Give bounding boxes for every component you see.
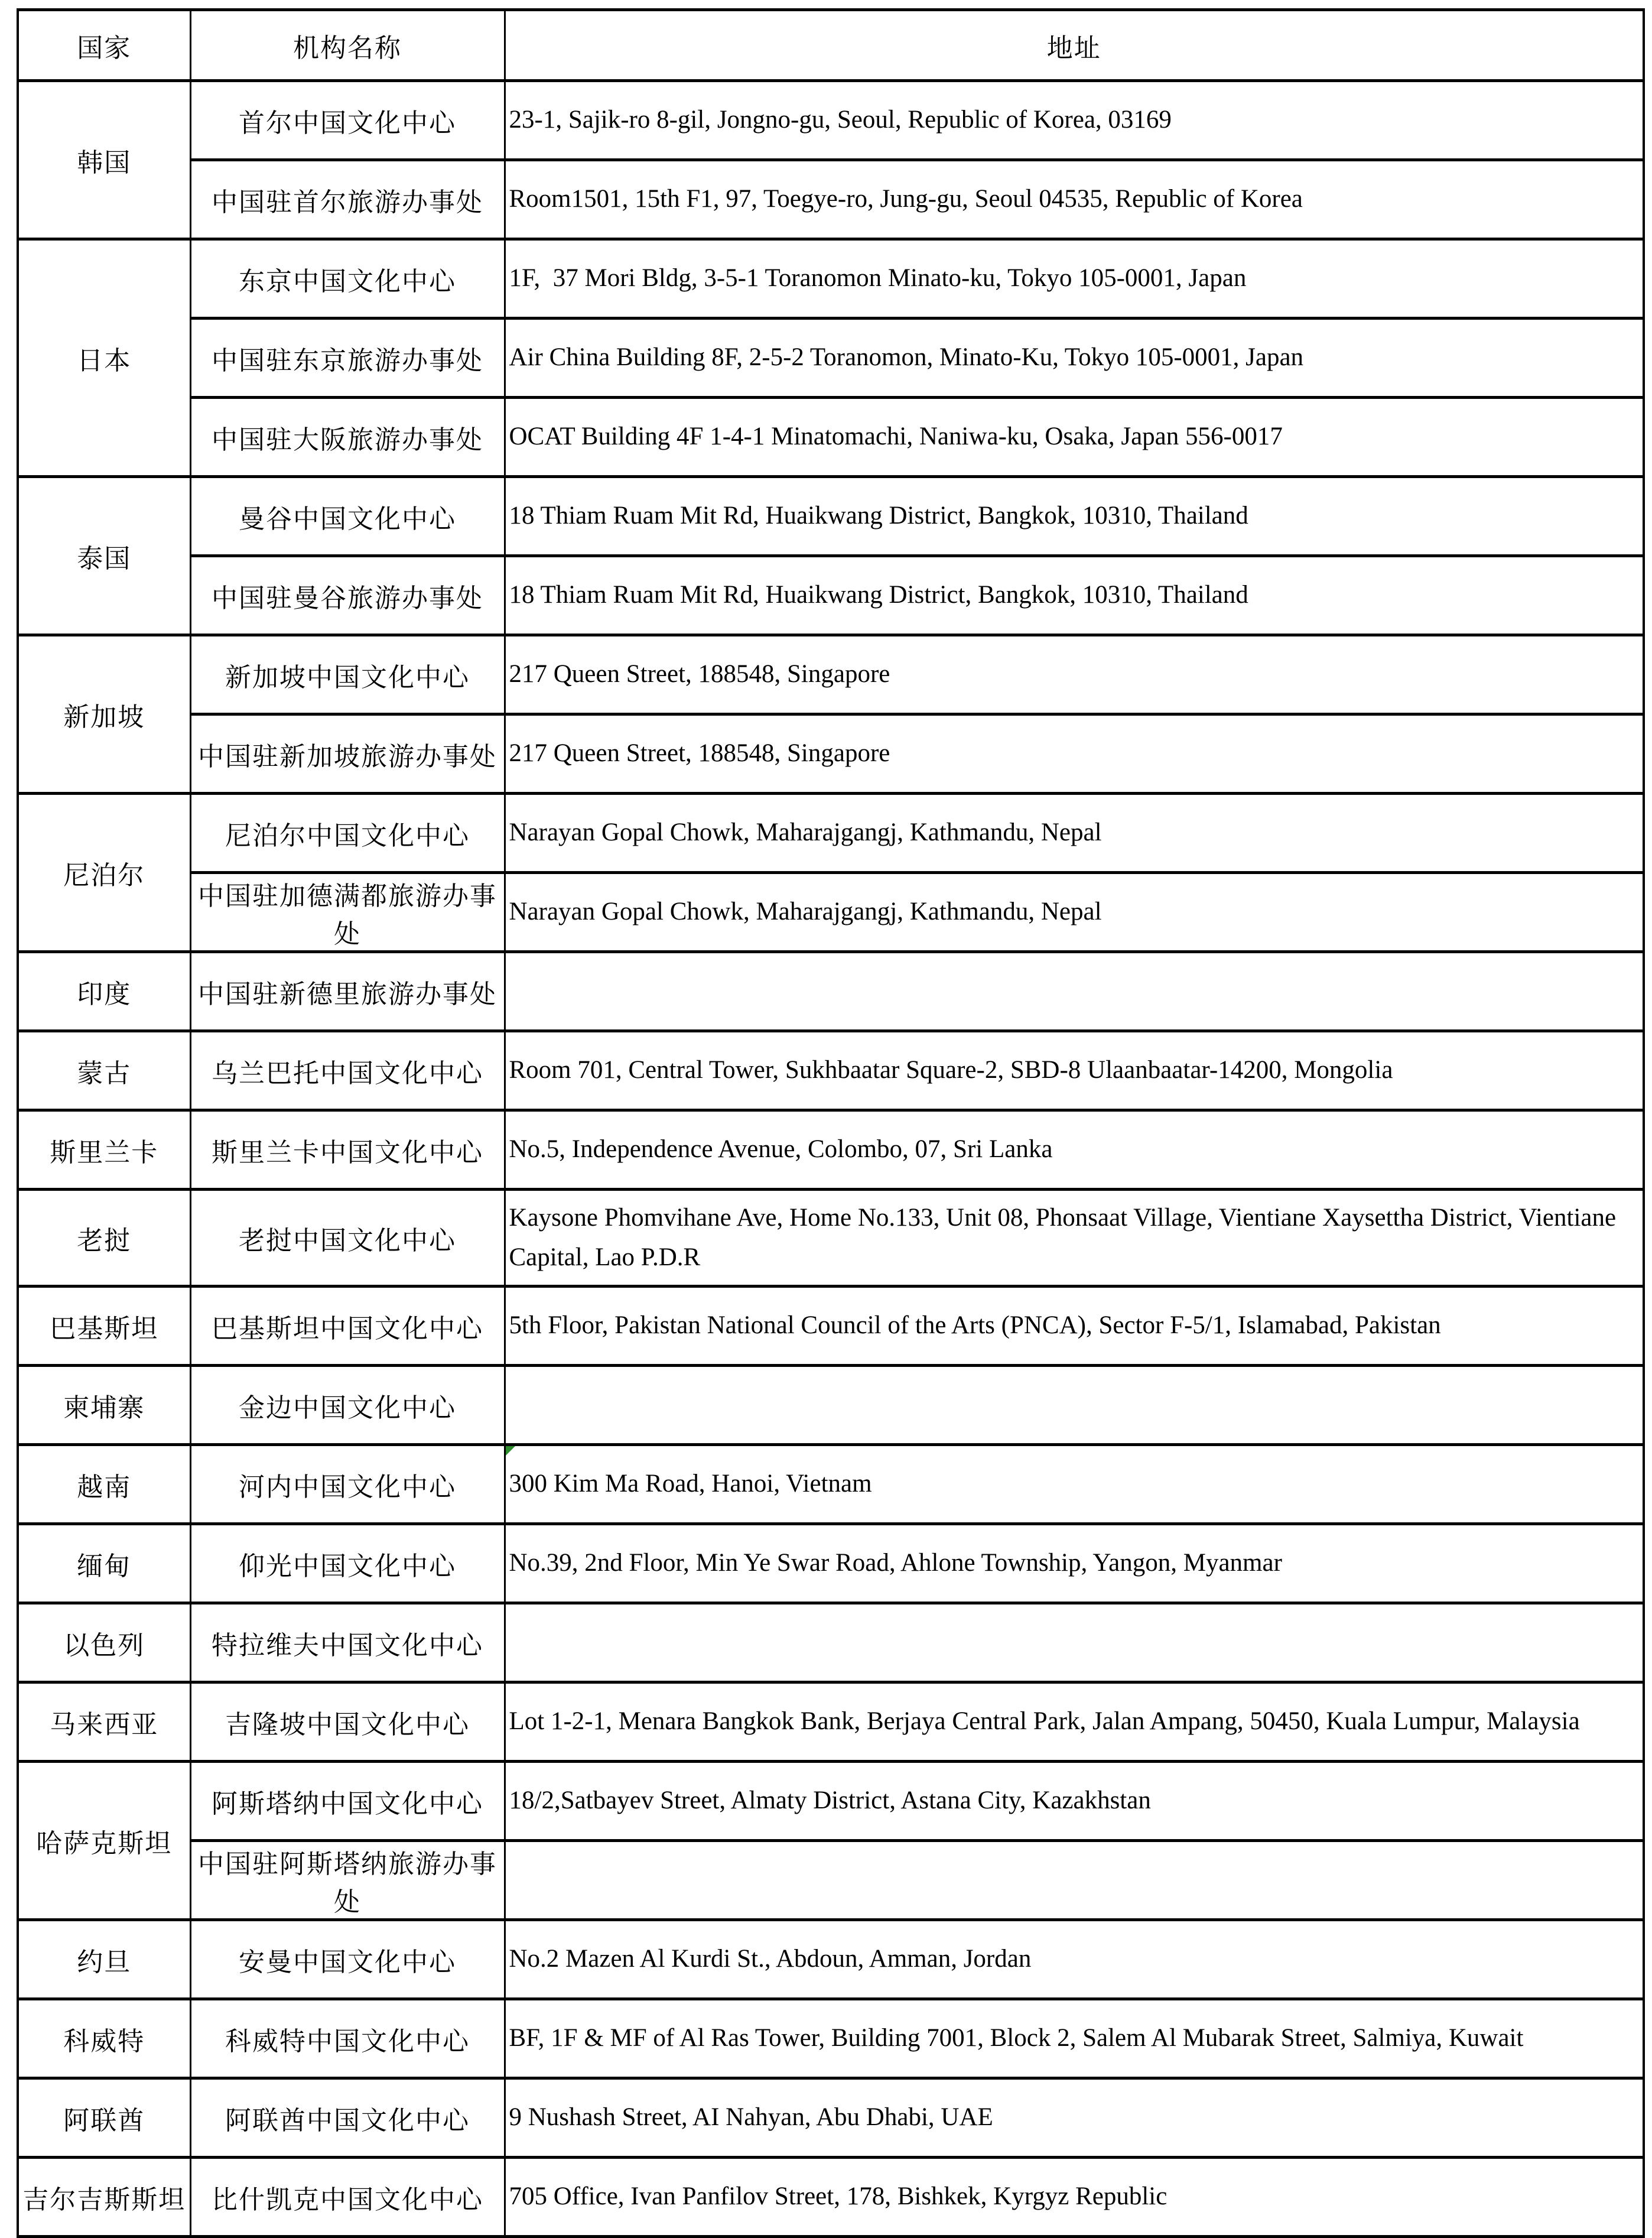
institution-cell: 科威特中国文化中心 — [190, 1999, 505, 2078]
table-row — [18, 794, 1644, 873]
institution-cell: 安曼中国文化中心 — [190, 1920, 505, 1999]
table-row — [18, 1031, 1644, 1110]
country-cell: 蒙古 — [18, 1031, 190, 1110]
overseas-institutions-table — [17, 8, 1645, 2238]
institution-cell: 中国驻新德里旅游办事处 — [190, 952, 505, 1031]
address-cell — [505, 1445, 1644, 1524]
address-cell: Lot 1-2-1, Menara Bangkok Bank, Berjaya Central Park, Jalan Ampang, 50450, Kuala Lumpur, Malaysia — [505, 1682, 1644, 1762]
institution-cell: 新加坡中国文化中心 — [190, 635, 505, 714]
table-row — [18, 952, 1644, 1031]
address-cell: Narayan Gopal Chowk, Maharajgangj, Kathmandu, Nepal — [505, 794, 1644, 873]
institution-cell: 金边中国文化中心 — [190, 1366, 505, 1445]
address-cell: 217 Queen Street, 188548, Singapore — [505, 635, 1644, 714]
address-cell: Room 701, Central Tower, Sukhbaatar Square-2, SBD-8 Ulaanbaatar-14200, Mongolia — [505, 1031, 1644, 1110]
address-cell: BF, 1F & MF of Al Ras Tower, Building 7001, Block 2, Salem Al Mubarak Street, Salmiya, Kuwait — [505, 1999, 1644, 2078]
country-cell: 日本 — [18, 239, 190, 477]
table-row — [18, 81, 1644, 160]
address-cell: 1F, 37 Mori Bldg, 3-5-1 Toranomon Minato-ku, Tokyo 105-0001, Japan — [505, 239, 1644, 319]
address-cell: No.5, Independence Avenue, Colombo, 07, Sri Lanka — [505, 1110, 1644, 1190]
address-cell: OCAT Building 4F 1-4-1 Minatomachi, Naniwa-ku, Osaka, Japan 556-0017 — [505, 398, 1644, 477]
institution-cell: 中国驻加德满都旅游办事处 — [190, 873, 505, 952]
country-cell: 哈萨克斯坦 — [18, 1762, 190, 1920]
table-row — [18, 239, 1644, 319]
header-country: 国家 — [18, 10, 190, 81]
country-cell: 柬埔寨 — [18, 1366, 190, 1445]
address-cell: 217 Queen Street, 188548, Singapore — [505, 714, 1644, 794]
address-cell — [505, 1841, 1644, 1920]
country-cell: 老挝 — [18, 1190, 190, 1287]
institution-cell: 中国驻首尔旅游办事处 — [190, 160, 505, 239]
country-cell: 阿联酋 — [18, 2078, 190, 2158]
country-cell: 斯里兰卡 — [18, 1110, 190, 1190]
address-cell: Kaysone Phomvihane Ave, Home No.133, Unit 08, Phonsaat Village, Vientiane Xaysettha District, Vientiane Capital, Lao P.D.R — [505, 1190, 1644, 1287]
address-cell: Room1501, 15th F1, 97, Toegye-ro, Jung-gu, Seoul 04535, Republic of Korea — [505, 160, 1644, 239]
address-cell: 705 Office, Ivan Panfilov Street, 178, Bishkek, Kyrgyz Republic — [505, 2158, 1644, 2237]
institution-cell: 尼泊尔中国文化中心 — [190, 794, 505, 873]
country-cell: 马来西亚 — [18, 1682, 190, 1762]
table-row — [18, 714, 1644, 794]
institution-cell: 中国驻阿斯塔纳旅游办事处 — [190, 1841, 505, 1920]
address-cell — [505, 1603, 1644, 1682]
table-row — [18, 556, 1644, 635]
country-cell: 新加坡 — [18, 635, 190, 794]
institution-cell: 特拉维夫中国文化中心 — [190, 1603, 505, 1682]
table-row — [18, 477, 1644, 556]
address-cell: 23-1, Sajik-ro 8-gil, Jongno-gu, Seoul, Republic of Korea, 03169 — [505, 81, 1644, 160]
institution-cell: 老挝中国文化中心 — [190, 1190, 505, 1287]
country-cell: 印度 — [18, 952, 190, 1031]
institution-cell: 中国驻东京旅游办事处 — [190, 319, 505, 398]
country-cell: 巴基斯坦 — [18, 1287, 190, 1366]
table-row — [18, 1762, 1644, 1841]
institution-cell: 巴基斯坦中国文化中心 — [190, 1287, 505, 1366]
institution-cell: 首尔中国文化中心 — [190, 81, 505, 160]
institution-cell: 斯里兰卡中国文化中心 — [190, 1110, 505, 1190]
address-cell — [505, 1366, 1644, 1445]
institution-cell: 曼谷中国文化中心 — [190, 477, 505, 556]
country-cell: 韩国 — [18, 81, 190, 239]
table-row — [18, 1920, 1644, 1999]
country-cell: 吉尔吉斯斯坦 — [18, 2158, 190, 2237]
country-cell: 越南 — [18, 1445, 190, 1524]
address-cell: No.39, 2nd Floor, Min Ye Swar Road, Ahlone Township, Yangon, Myanmar — [505, 1524, 1644, 1603]
address-text: 300 Kim Ma Road, Hanoi, Vietnam — [509, 1470, 872, 1498]
table-row — [18, 1682, 1644, 1762]
address-cell: 18 Thiam Ruam Mit Rd, Huaikwang District, Bangkok, 10310, Thailand — [505, 477, 1644, 556]
table-row — [18, 2158, 1644, 2237]
table-row — [18, 1190, 1644, 1287]
table-row — [18, 1366, 1644, 1445]
green-corner-marker-icon — [506, 1446, 515, 1456]
country-cell: 缅甸 — [18, 1524, 190, 1603]
institution-cell: 乌兰巴托中国文化中心 — [190, 1031, 505, 1110]
header-institution: 机构名称 — [190, 10, 505, 81]
address-cell — [505, 952, 1644, 1031]
table-row — [18, 1445, 1644, 1524]
institution-cell: 河内中国文化中心 — [190, 1445, 505, 1524]
header-row — [18, 10, 1644, 81]
country-cell: 泰国 — [18, 477, 190, 635]
institution-cell: 中国驻曼谷旅游办事处 — [190, 556, 505, 635]
table-row — [18, 635, 1644, 714]
table-row — [18, 1999, 1644, 2078]
address-cell: Narayan Gopal Chowk, Maharajgangj, Kathmandu, Nepal — [505, 873, 1644, 952]
institution-cell: 吉隆坡中国文化中心 — [190, 1682, 505, 1762]
address-cell: Air China Building 8F, 2-5-2 Toranomon, Minato-Ku, Tokyo 105-0001, Japan — [505, 319, 1644, 398]
table-row — [18, 2078, 1644, 2158]
table-row — [18, 160, 1644, 239]
table-row — [18, 1841, 1644, 1920]
institution-cell: 阿联酋中国文化中心 — [190, 2078, 505, 2158]
table-row — [18, 319, 1644, 398]
header-address: 地址 — [505, 10, 1644, 81]
address-cell: 18/2,Satbayev Street, Almaty District, Astana City, Kazakhstan — [505, 1762, 1644, 1841]
table-row — [18, 398, 1644, 477]
institution-cell: 中国驻新加坡旅游办事处 — [190, 714, 505, 794]
country-cell: 以色列 — [18, 1603, 190, 1682]
table-row — [18, 1110, 1644, 1190]
country-cell: 约旦 — [18, 1920, 190, 1999]
table-row — [18, 1603, 1644, 1682]
country-cell: 科威特 — [18, 1999, 190, 2078]
table-row — [18, 873, 1644, 952]
institution-cell: 东京中国文化中心 — [190, 239, 505, 319]
address-cell: 5th Floor, Pakistan National Council of the Arts (PNCA), Sector F-5/1, Islamabad, Pakistan — [505, 1287, 1644, 1366]
table-row — [18, 1287, 1644, 1366]
address-cell: 9 Nushash Street, AI Nahyan, Abu Dhabi, UAE — [505, 2078, 1644, 2158]
address-cell: No.2 Mazen Al Kurdi St., Abdoun, Amman, Jordan — [505, 1920, 1644, 1999]
address-cell: 18 Thiam Ruam Mit Rd, Huaikwang District, Bangkok, 10310, Thailand — [505, 556, 1644, 635]
institution-cell: 比什凯克中国文化中心 — [190, 2158, 505, 2237]
country-cell: 尼泊尔 — [18, 794, 190, 952]
institution-cell: 阿斯塔纳中国文化中心 — [190, 1762, 505, 1841]
institution-cell: 中国驻大阪旅游办事处 — [190, 398, 505, 477]
table-row — [18, 1524, 1644, 1603]
institution-cell: 仰光中国文化中心 — [190, 1524, 505, 1603]
